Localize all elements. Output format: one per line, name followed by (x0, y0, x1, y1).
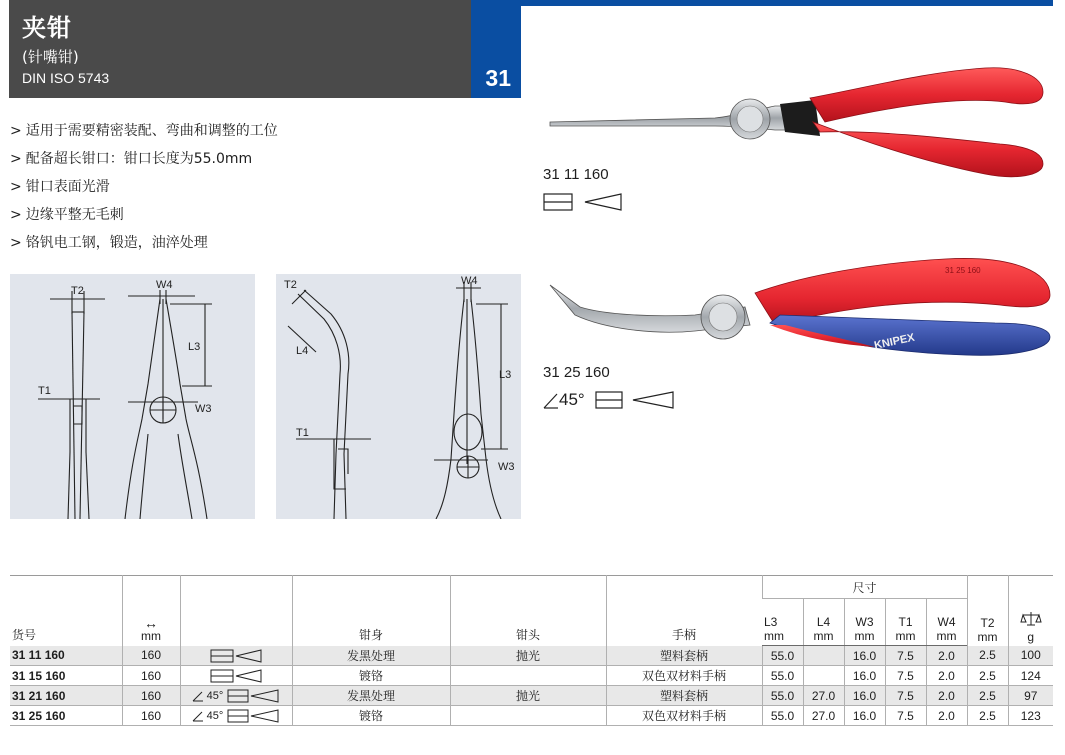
table-row (10, 646, 1053, 666)
cell-t2: 2.5 (967, 666, 1008, 686)
brand-print: KNIPEX (873, 331, 916, 352)
length-arrow-icon: ↔ (144, 614, 158, 631)
cell-weight: 97 (1008, 686, 1053, 706)
cell-length: 160 (122, 666, 180, 686)
feature-item: > 配备超长钳口：钳口长度为55.0mm (10, 151, 253, 167)
page-subtitle: (针嘴钳) (22, 48, 79, 66)
table-row (10, 666, 1053, 686)
cell-weight: 123 (1008, 706, 1053, 726)
cell-t1: 7.5 (885, 686, 926, 706)
product-image-31-11-160 (545, 62, 1050, 192)
cell-t2: 2.5 (967, 646, 1008, 666)
cell-handle: 塑料套柄 (606, 686, 762, 706)
col-body: 钳身 (292, 576, 450, 646)
handle-print: 31 25 160 (945, 266, 981, 275)
dim-label-w3: W3 (195, 403, 212, 415)
cell-head: 抛光 (450, 646, 606, 666)
cell-l4: 27.0 (803, 706, 844, 726)
cell-head (450, 706, 606, 726)
angle-icon (192, 690, 204, 702)
col-angle (180, 576, 292, 646)
cell-t1: 7.5 (885, 646, 926, 666)
col-weight: g (1008, 576, 1053, 646)
cell-head: 抛光 (450, 686, 606, 706)
angle-icon (192, 710, 204, 722)
cell-handle: 双色双材料手柄 (606, 706, 762, 726)
cell-order-no: 31 15 160 (10, 666, 122, 686)
cell-body: 镀铬 (292, 666, 450, 686)
dim-label-w4: W4 (156, 279, 173, 291)
product-code-31-11-160: 31 11 160 (543, 166, 609, 183)
cell-order-no: 31 25 160 (10, 706, 122, 726)
dim-label-l3: L3 (188, 341, 201, 353)
table-row (10, 686, 1053, 706)
feature-list (10, 117, 278, 257)
cell-w3: 16.0 (844, 706, 885, 726)
cell-l3: 55.0 (762, 686, 803, 706)
feature-item: > 钳口表面光滑 (10, 179, 110, 195)
feature-item: > 铬钒电工钢，锻造，油淬处理 (10, 235, 208, 251)
col-t2: T2 mm (967, 576, 1008, 646)
cell-l4 (803, 666, 844, 686)
cell-l4 (803, 646, 844, 666)
accent-rule (521, 0, 1053, 6)
dim-label-l4: L4 (296, 345, 309, 357)
cell-t1: 7.5 (885, 706, 926, 726)
page-number: 31 (485, 65, 511, 91)
cell-w4: 2.0 (926, 666, 967, 686)
cell-length: 160 (122, 706, 180, 726)
cell-jaw-icons: 45° (180, 706, 292, 726)
cell-order-no: 31 11 160 (10, 646, 122, 666)
cell-w3: 16.0 (844, 686, 885, 706)
spec-table (10, 575, 1053, 726)
scale-icon (1011, 611, 1052, 630)
col-order-no: 货号 (12, 627, 37, 642)
cell-weight: 100 (1008, 646, 1053, 666)
jaw-profile-icons (543, 191, 623, 217)
standard-label: DIN ISO 5743 (22, 70, 110, 86)
table-row (10, 706, 1053, 726)
col-group-dimensions: 尺寸 (762, 576, 967, 599)
angle-label: 45° (559, 390, 585, 409)
jaw-profile-icons-angled (543, 389, 689, 411)
feature-item: > 适用于需要精密装配、弯曲和调整的工位 (10, 123, 278, 139)
cell-head (450, 666, 606, 686)
cell-l3: 55.0 (762, 706, 803, 726)
col-handle: 手柄 (606, 576, 762, 646)
feature-item: > 边缘平整无毛刺 (10, 207, 124, 223)
cell-body: 镀铬 (292, 706, 450, 726)
cell-length: 160 (122, 686, 180, 706)
cell-w4: 2.0 (926, 686, 967, 706)
dim-label-t1: T1 (38, 385, 51, 397)
page-number-box (471, 0, 521, 98)
cell-l4: 27.0 (803, 686, 844, 706)
cell-body: 发黑处理 (292, 686, 450, 706)
cell-t1: 7.5 (885, 666, 926, 686)
dim-label-w3: W3 (498, 461, 515, 473)
cell-w3: 16.0 (844, 666, 885, 686)
page-title: 夹钳 (22, 14, 72, 42)
page-header (9, 0, 471, 98)
cell-order-no: 31 21 160 (10, 686, 122, 706)
cell-w3: 16.0 (844, 646, 885, 666)
col-length: ↔ mm (122, 576, 180, 646)
dim-label-w4: W4 (461, 275, 478, 287)
dim-label-t1: T1 (296, 427, 309, 439)
product-image-31-25-160 (545, 245, 1055, 375)
cell-weight: 124 (1008, 666, 1053, 686)
cell-jaw-icons (180, 646, 292, 666)
dim-label-t2: T2 (71, 285, 84, 297)
dim-label-t2: T2 (284, 279, 297, 291)
cell-w4: 2.0 (926, 646, 967, 666)
cell-l3: 55.0 (762, 646, 803, 666)
angle-icon (543, 390, 559, 410)
cell-t2: 2.5 (967, 686, 1008, 706)
col-w4: W4 mm (926, 599, 967, 646)
cell-w4: 2.0 (926, 706, 967, 726)
cell-handle: 双色双材料手柄 (606, 666, 762, 686)
cell-handle: 塑料套柄 (606, 646, 762, 666)
col-w3: W3 mm (844, 599, 885, 646)
cell-body: 发黑处理 (292, 646, 450, 666)
cell-length: 160 (122, 646, 180, 666)
cell-jaw-icons: 45° (180, 686, 292, 706)
dim-label-l3: L3 (499, 369, 512, 381)
cell-l3: 55.0 (762, 666, 803, 686)
col-head: 钳头 (450, 576, 606, 646)
col-l4: L4 mm (803, 599, 844, 646)
dimension-drawing-angled (276, 274, 521, 519)
product-code-31-25-160: 31 25 160 (543, 364, 610, 381)
col-l3: L3 mm (762, 599, 803, 646)
col-t1: T1 mm (885, 599, 926, 646)
dimension-drawing-straight (10, 274, 255, 519)
cell-jaw-icons (180, 666, 292, 686)
cell-t2: 2.5 (967, 706, 1008, 726)
